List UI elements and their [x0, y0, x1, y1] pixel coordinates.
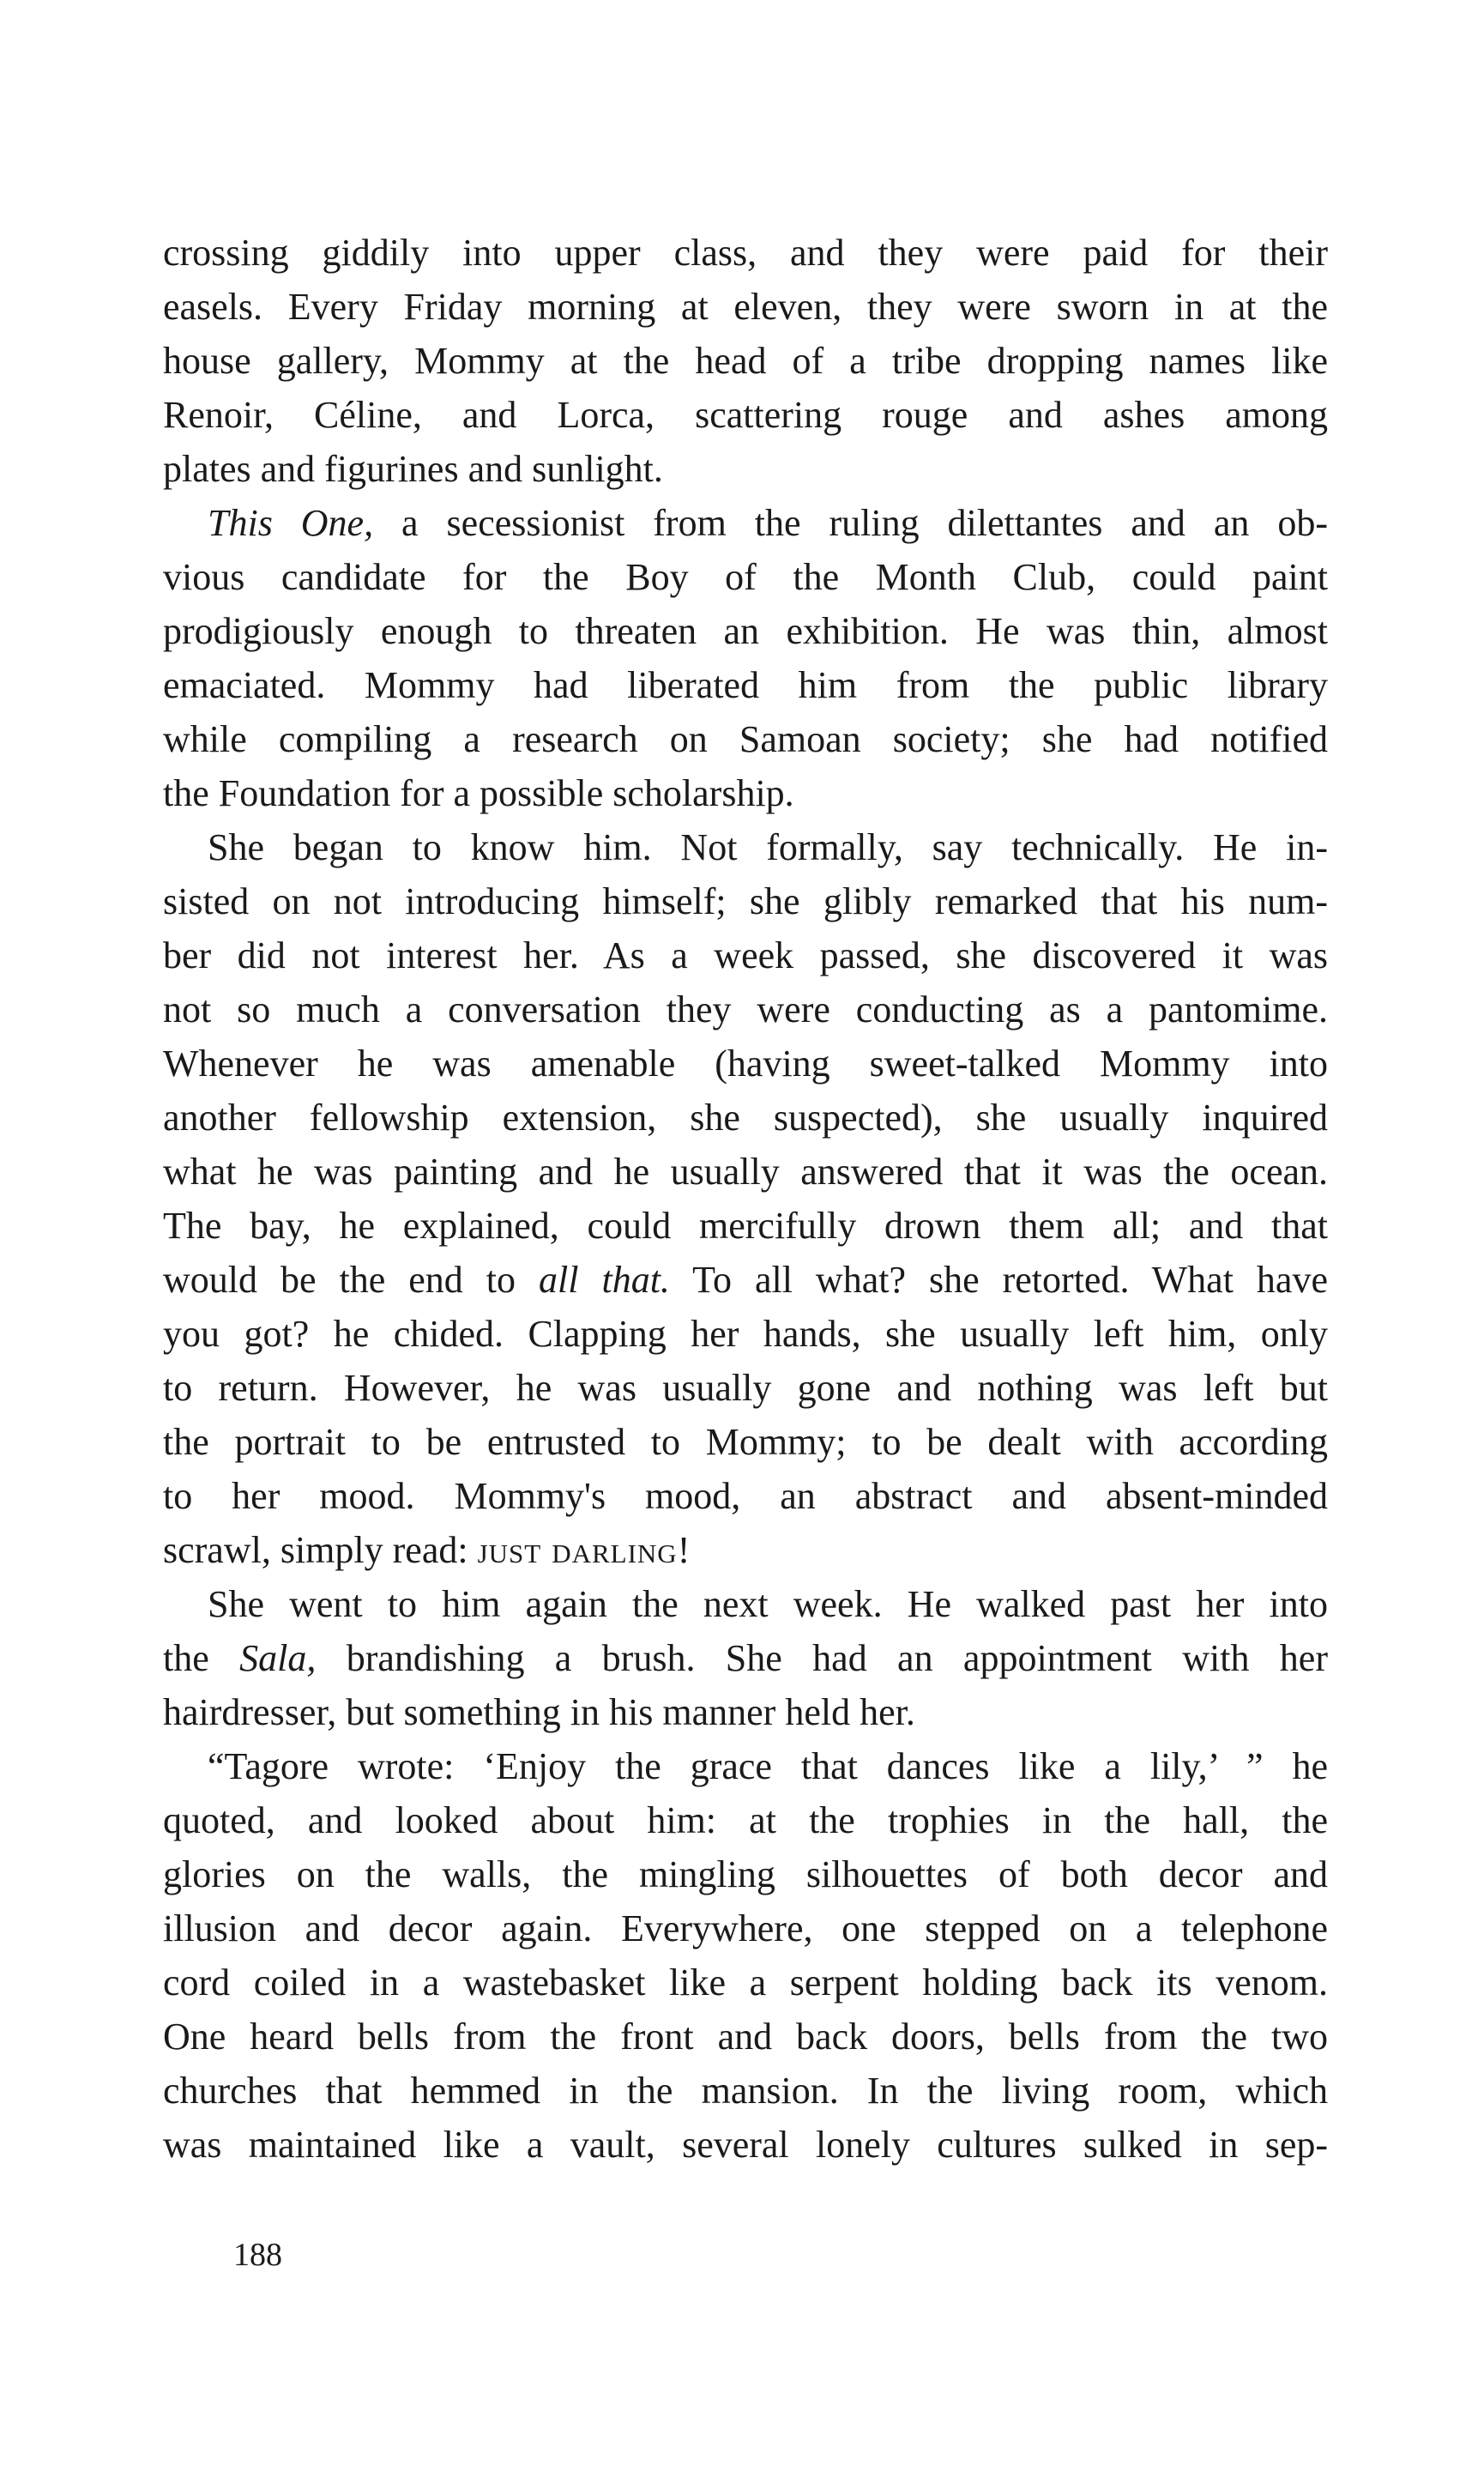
text-line: while compiling a research on Samoan society; she had notified [163, 718, 1328, 760]
paragraph [163, 1577, 1328, 1739]
text-line: house gallery, Mommy at the head of a tribe dropping names like [163, 340, 1328, 382]
text-line: scrawl, simply read: just darling! [163, 1529, 691, 1571]
text-line: cord coiled in a wastebasket like a serpent holding back its venom. [163, 1961, 1328, 2004]
text-line: “Tagore wrote: ‘Enjoy the grace that dances like a lily,’ ” he [208, 1745, 1328, 1787]
text-line: was maintained like a vault, several lonely cultures sulked in sep- [163, 2124, 1328, 2166]
text-line: what he was painting and he usually answered that it was the ocean. [163, 1151, 1328, 1193]
text-line: plates and figurines and sunlight. [163, 448, 663, 490]
text-line: She went to him again the next week. He walked past her into [208, 1583, 1328, 1625]
text-line: One heard bells from the front and back doors, bells from the two [163, 2016, 1328, 2058]
text-line: prodigiously enough to threaten an exhibition. He was thin, almost [163, 610, 1328, 652]
text-line: easels. Every Friday morning at eleven, they were sworn in at the [163, 286, 1328, 328]
text-line: This One, a secessionist from the ruling dilettantes and an ob- [208, 502, 1328, 544]
text-line: Whenever he was amenable (having sweet-talked Mommy into [163, 1043, 1328, 1085]
text-line: Renoir, Céline, and Lorca, scattering rouge and ashes among [163, 394, 1328, 436]
text-line: crossing giddily into upper class, and they were paid for their [163, 232, 1328, 274]
text-line: She began to know him. Not formally, say technically. He in- [208, 826, 1328, 868]
page-number: 188 [233, 2237, 282, 2273]
text-line: to return. However, he was usually gone and nothing was left but [163, 1367, 1328, 1409]
text-line: the portrait to be entrusted to Mommy; to be dealt with according [163, 1421, 1328, 1463]
paragraph [163, 820, 1328, 1577]
text-line: vious candidate for the Boy of the Month Club, could paint [163, 556, 1328, 598]
text-line: the Foundation for a possible scholarship. [163, 772, 794, 814]
text-line: ber did not interest her. As a week passed, she discovered it was [163, 934, 1328, 976]
text-line: The bay, he explained, could mercifully drown them all; and that [163, 1205, 1328, 1247]
paragraph [163, 1739, 1328, 2172]
body-text [163, 226, 1328, 2172]
paragraph [163, 496, 1328, 820]
text-line: glories on the walls, the mingling silhouettes of both decor and [163, 1853, 1328, 1895]
text-line: quoted, and looked about him: at the trophies in the hall, the [163, 1799, 1328, 1841]
paragraph [163, 226, 1328, 496]
text-line: would be the end to all that. To all what? she retorted. What have [163, 1259, 1328, 1301]
text-line: the Sala, brandishing a brush. She had an appointment with her [163, 1637, 1328, 1679]
text-line: not so much a conversation they were conducting as a pantomime. [163, 988, 1328, 1031]
text-line: churches that hemmed in the mansion. In the living room, which [163, 2070, 1328, 2112]
text-line: sisted on not introducing himself; she glibly remarked that his num- [163, 880, 1328, 922]
text-line: you got? he chided. Clapping her hands, she usually left him, only [163, 1313, 1328, 1355]
text-line: hairdresser, but something in his manner held her. [163, 1691, 915, 1733]
text-line: emaciated. Mommy had liberated him from the public library [163, 664, 1328, 706]
text-line: illusion and decor again. Everywhere, one stepped on a telephone [163, 1907, 1328, 1949]
text-line: another fellowship extension, she suspected), she usually inquired [163, 1097, 1328, 1139]
text-line: to her mood. Mommy's mood, an abstract and absent-minded [163, 1475, 1328, 1517]
